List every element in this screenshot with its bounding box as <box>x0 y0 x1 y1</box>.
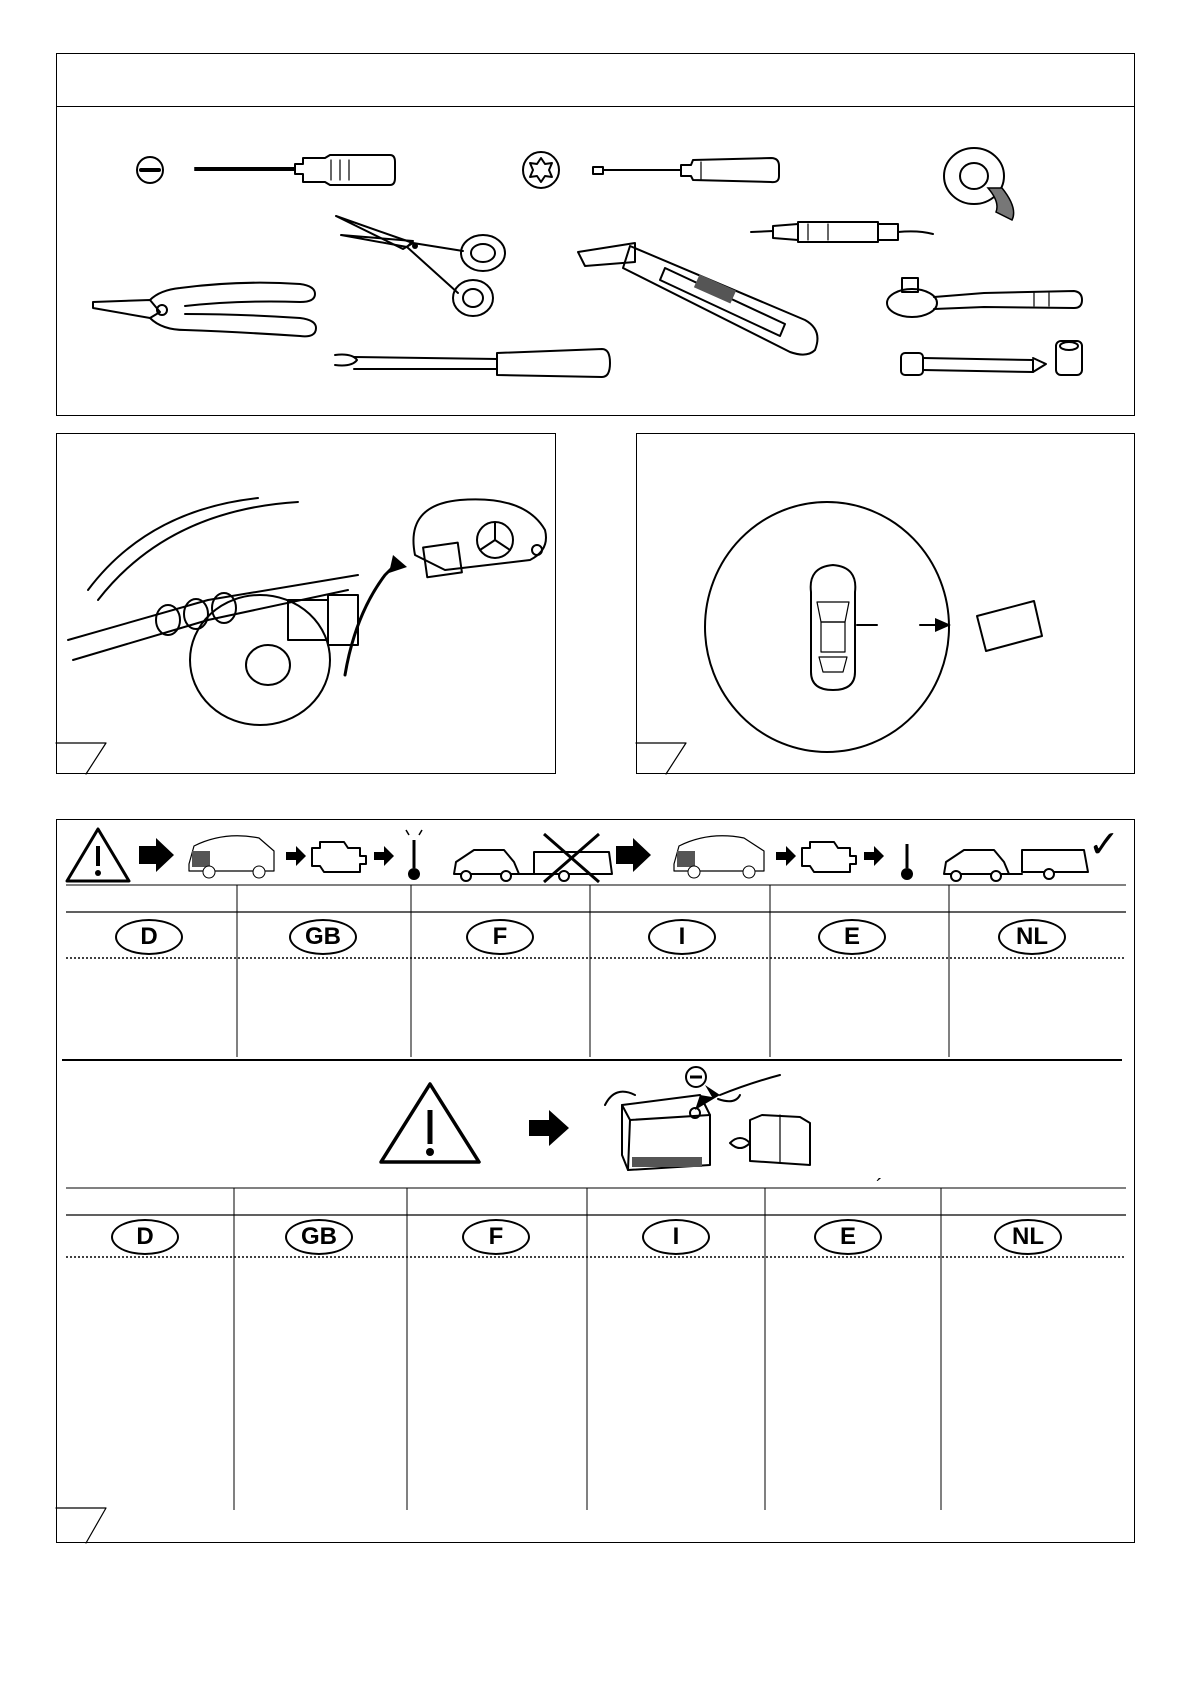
arrow-right-icon <box>286 846 306 866</box>
insulating-tape-icon <box>940 142 1020 222</box>
arrow-right-icon <box>616 838 651 872</box>
lang-code: F <box>488 1223 504 1250</box>
lang-code: E <box>843 923 860 950</box>
lang-code: F <box>492 923 508 950</box>
battery-arrow-icon <box>527 1108 571 1148</box>
lang-badge-gb-bottom <box>285 1219 353 1255</box>
battery-disconnect-icon <box>600 1065 820 1175</box>
lang-badge-i-top <box>648 919 716 955</box>
lang-code: D <box>136 1223 154 1250</box>
warning-triangle-icon <box>67 829 129 881</box>
checkmark-icon: ✓ <box>1088 824 1120 866</box>
scissors-icon <box>333 213 513 323</box>
socket-extension-icon <box>898 338 1088 388</box>
battery-warning-triangle-icon <box>377 1080 483 1166</box>
section-divider <box>62 1059 1122 1061</box>
info-card-icon <box>974 598 1044 654</box>
page-corner-mark-bottom <box>56 1505 116 1545</box>
lang-badge-d-top <box>115 919 183 955</box>
lang-code: GB <box>305 923 341 950</box>
lang-badge-d-bottom <box>111 1219 179 1255</box>
thermometer-icon <box>406 830 422 880</box>
lang-badge-gb-top <box>289 919 357 955</box>
lang-code: GB <box>301 1223 337 1250</box>
torx-screwdriver-icon <box>521 148 781 192</box>
engine-icon <box>802 842 856 872</box>
tools-panel-header <box>57 54 1134 107</box>
lang-badge-f-top <box>466 919 534 955</box>
lang-code: E <box>839 1223 856 1250</box>
slotted-screwdriver-icon <box>135 150 395 190</box>
thermometer-icon <box>901 844 913 880</box>
lang-badge-i-bottom <box>642 1219 710 1255</box>
page-corner-mark-left <box>56 740 116 774</box>
car-trailer-crossed-icon <box>454 834 612 882</box>
lang-badge-nl-bottom <box>994 1219 1062 1255</box>
lang-badge-f-bottom <box>462 1219 530 1255</box>
car-to-card-arrow <box>855 615 955 635</box>
car-icon <box>189 836 274 878</box>
arrow-right-icon <box>864 846 884 866</box>
lang-badge-nl-top <box>998 919 1066 955</box>
lang-code: NL <box>1016 923 1048 950</box>
dashboard-steering-wheel-icon <box>68 490 368 710</box>
arrow-right-icon <box>776 846 796 866</box>
accent-mark: ´ <box>876 1176 883 1198</box>
bottom-lang-table <box>66 1186 1126 1510</box>
pliers-icon <box>90 270 320 350</box>
page-corner-mark-right <box>636 740 696 774</box>
engine-icon <box>312 842 366 872</box>
lang-code: I <box>672 1223 680 1250</box>
lang-badge-e-top <box>818 919 886 955</box>
car-top-view-icon <box>803 562 863 692</box>
lang-badge-e-bottom <box>814 1219 882 1255</box>
ratchet-icon <box>884 275 1084 325</box>
lang-code: NL <box>1012 1223 1044 1250</box>
car-trailer-ok-icon <box>944 850 1088 881</box>
car-key-icon <box>345 495 555 685</box>
lang-code: I <box>678 923 686 950</box>
arrow-right-icon <box>139 838 174 872</box>
test-sequence <box>64 826 1124 886</box>
utility-knife-icon <box>575 240 830 360</box>
lang-code: D <box>140 923 158 950</box>
arrow-right-icon <box>374 846 394 866</box>
trim-removal-tool-icon <box>332 343 612 383</box>
car-icon <box>674 836 764 878</box>
top-lang-table <box>66 883 1126 1057</box>
